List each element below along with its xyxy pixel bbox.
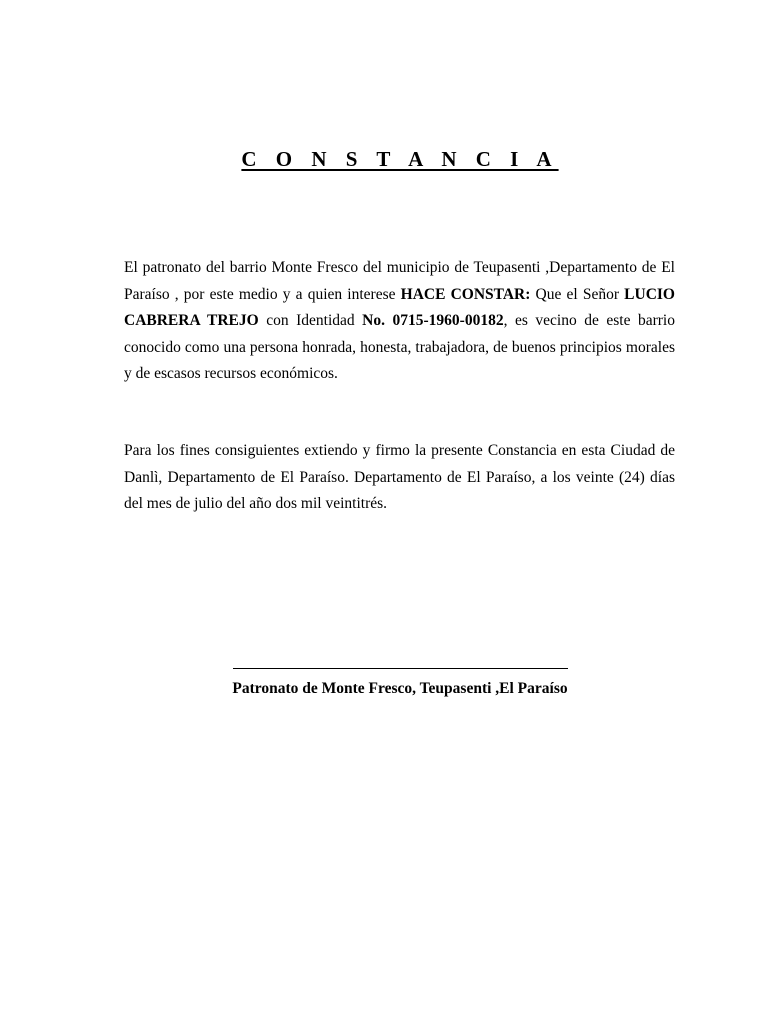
hace-constar-label: HACE CONSTAR:	[400, 285, 531, 303]
identity-number: No. 0715-1960-00182	[362, 312, 504, 329]
paragraph-1-text-1: El patronato del barrio Monte Fresco del municipio de Teupasenti ,Departamento de El Paraíso , por este medio y a quien interese	[124, 259, 675, 303]
paragraph-closing: Para los fines consiguientes extiendo y firmo la presente Constancia en esta Ciudad de Danlì, Departamento de El Paraíso. Departamento de El Paraíso, a los veinte (24) días del mes de julio del año dos mil veintitrés.	[124, 442, 675, 512]
signature-name: Patronato de Monte Fresco, Teupasenti ,El Paraíso	[232, 680, 568, 697]
paragraph-1-text-4: , es vecino de este barrio conocido como una persona honrada, honesta, trabajadora, de buenos principios morales y de escasos recursos económicos.	[124, 312, 675, 382]
paragraph-1-text-3: con Identidad	[258, 312, 363, 329]
person-name: LUCIO CABRERA TREJO	[124, 285, 675, 329]
paragraph-certification	[124, 255, 675, 388]
signature-line	[233, 668, 568, 669]
document-title: C O N S T A N C I A	[241, 147, 559, 171]
paragraph-1-text-2: Que el Señor	[530, 285, 625, 303]
